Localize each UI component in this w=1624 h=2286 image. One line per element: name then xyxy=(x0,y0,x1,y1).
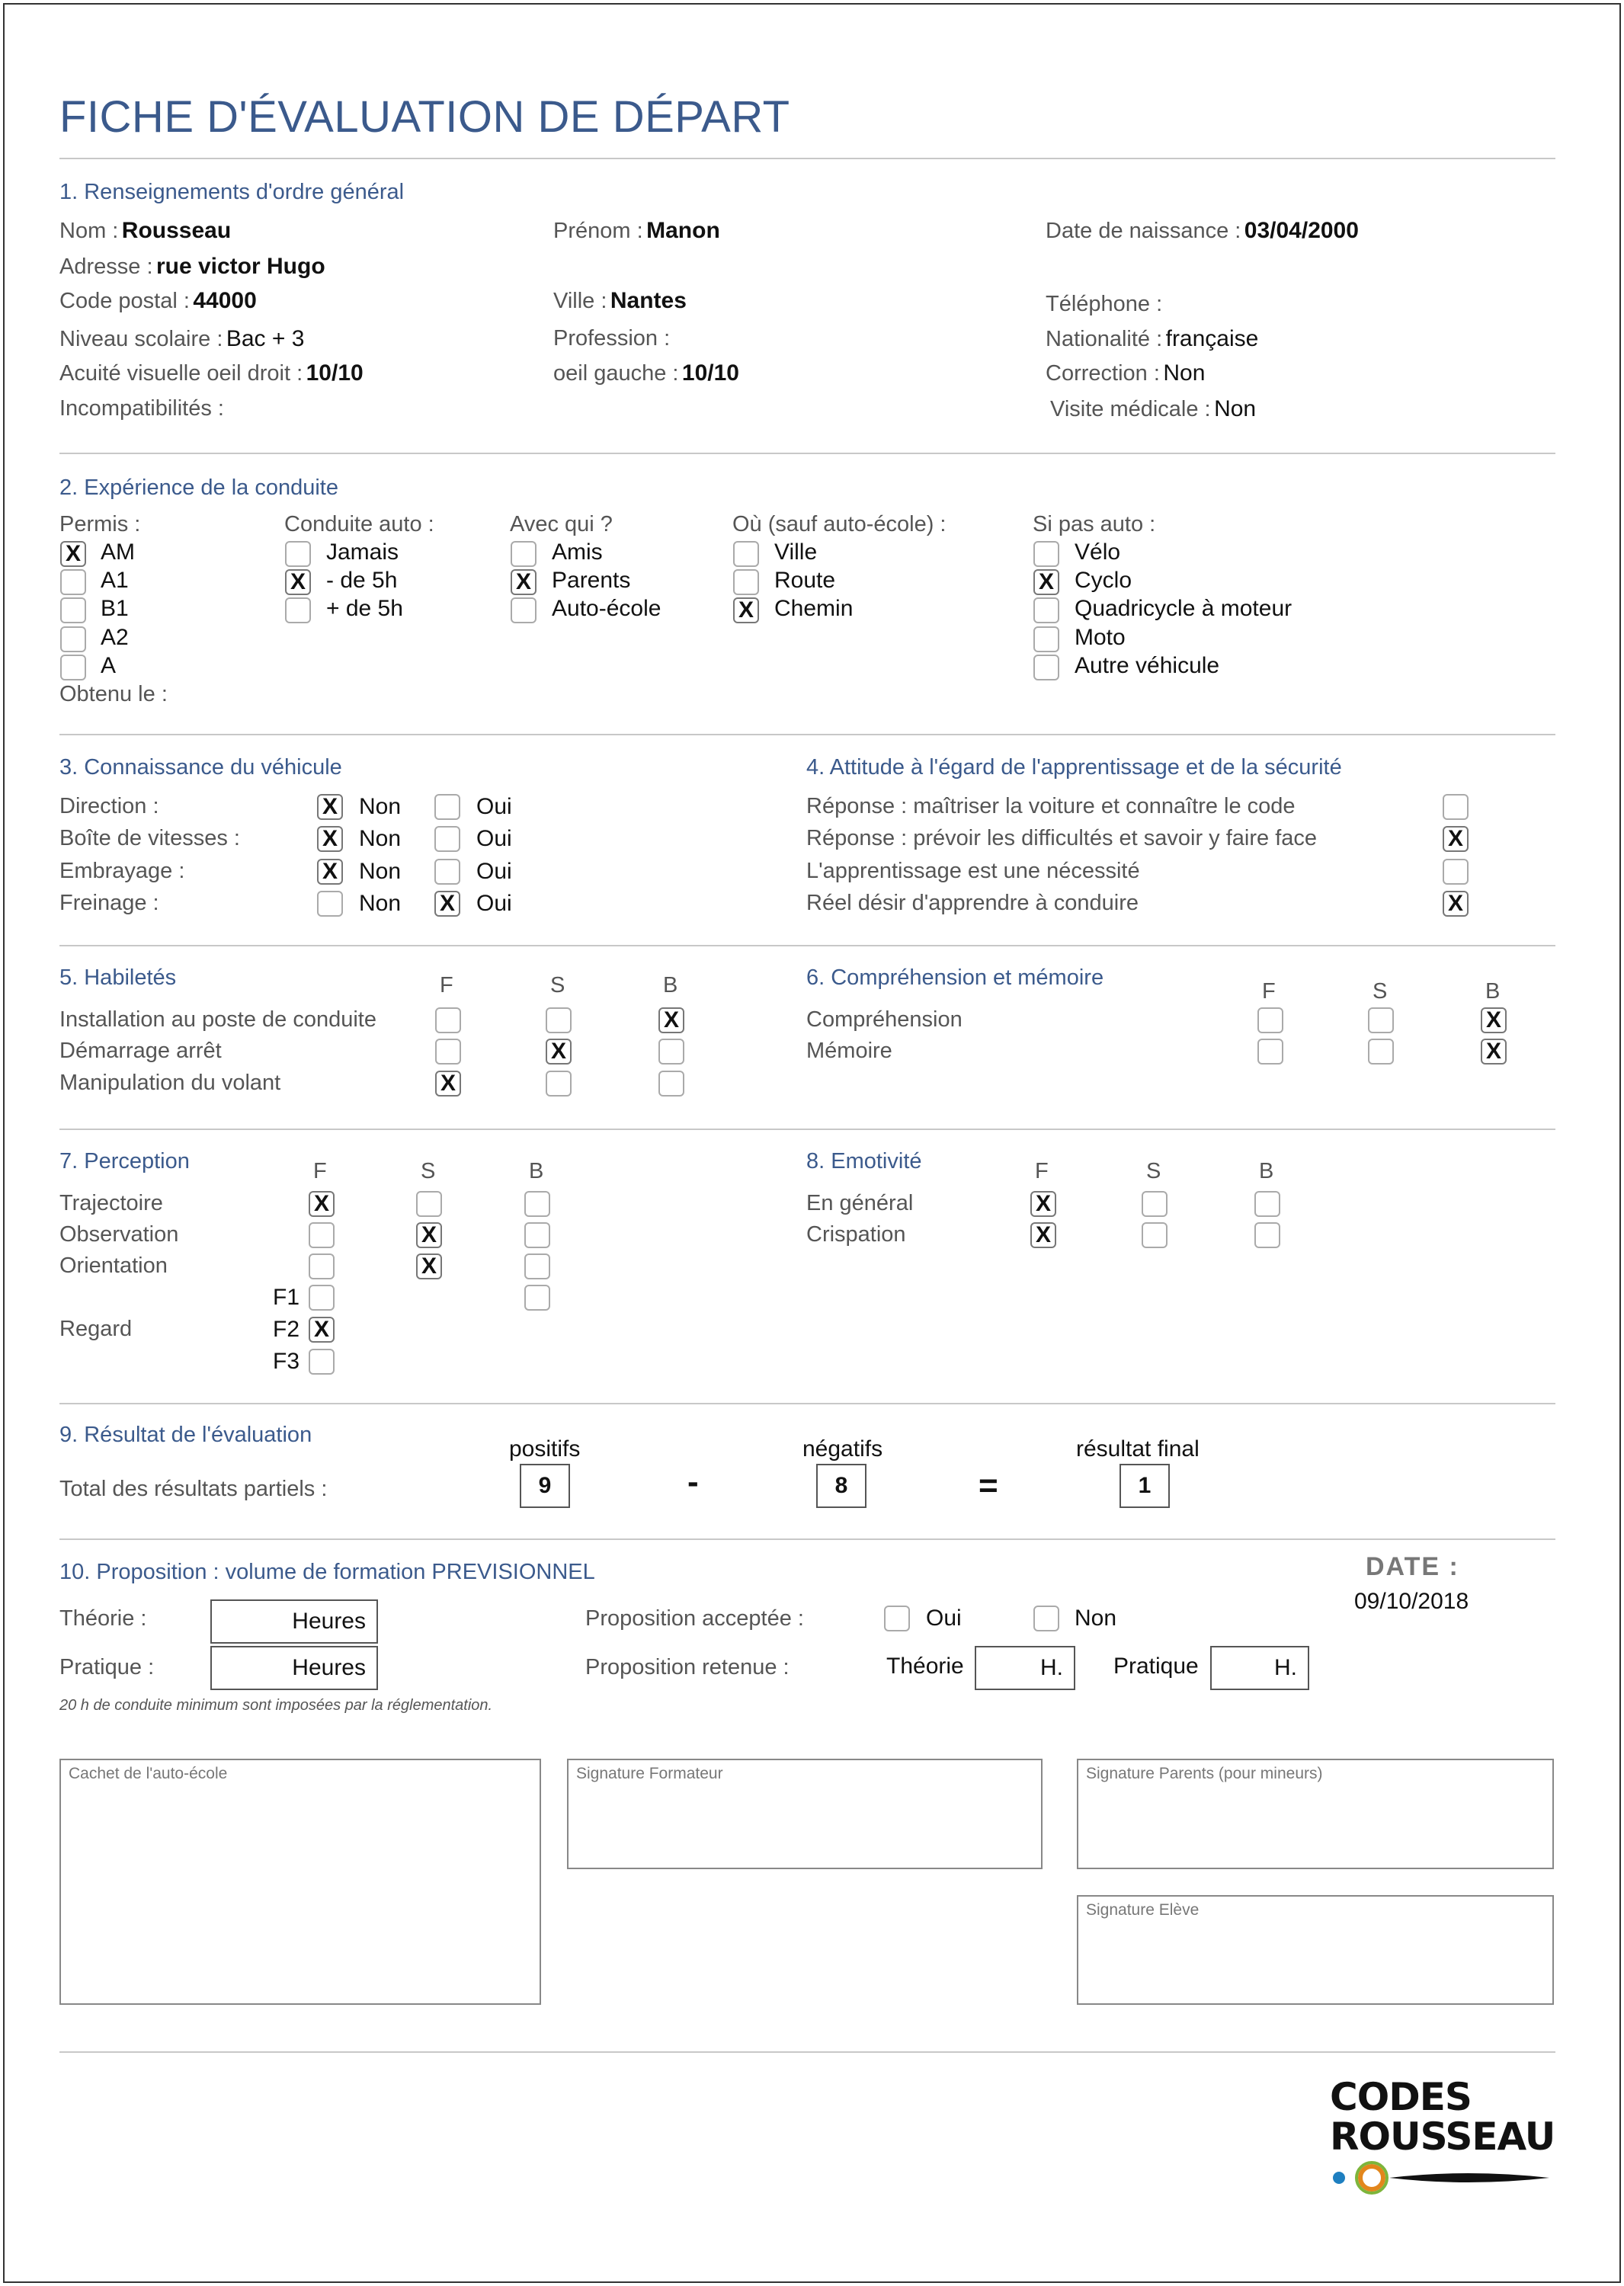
si-pas-auto-checkbox-3[interactable] xyxy=(1033,626,1059,652)
nationalite-value: française xyxy=(1165,326,1259,351)
equals-sign: = xyxy=(979,1467,998,1504)
section-2-title: 2. Expérience de la conduite xyxy=(59,475,338,500)
prenom-value: Manon xyxy=(646,218,720,243)
permis-checkbox-4[interactable] xyxy=(60,655,86,680)
habiletes-row-label: Démarrage arrêt xyxy=(59,1039,222,1063)
regard-label: Regard xyxy=(59,1317,133,1341)
acceptee-oui-checkbox[interactable] xyxy=(884,1606,910,1631)
section-9-title: 9. Résultat de l'évaluation xyxy=(59,1423,312,1447)
comprehension-checkbox-f[interactable] xyxy=(1257,1007,1283,1033)
acceptee-oui-label: Oui xyxy=(926,1606,962,1631)
proposition-retenue-label: Proposition retenue : xyxy=(585,1655,790,1679)
vehicle-item-label: Direction : xyxy=(59,794,159,818)
acuite-gauche-value: 10/10 xyxy=(681,360,739,386)
divider xyxy=(59,1129,1555,1130)
cachet-label: Cachet de l'auto-école xyxy=(69,1765,228,1782)
ou-option-2: Chemin xyxy=(774,596,854,621)
visite-value: Non xyxy=(1214,396,1257,421)
perception-checkbox-b[interactable] xyxy=(524,1191,550,1217)
habiletes-checkbox-b[interactable] xyxy=(658,1071,684,1097)
field-visite-medicale: Visite médicale : Non xyxy=(1050,396,1257,421)
ville-value: Nantes xyxy=(610,288,687,313)
non-label: Non xyxy=(359,891,402,916)
oui-checkbox[interactable] xyxy=(434,794,460,820)
emotivite-row-label: En général xyxy=(806,1191,914,1215)
non-label: Non xyxy=(359,859,402,884)
field-nom: Nom : Rousseau xyxy=(59,218,232,243)
comprehension-checkbox-s[interactable] xyxy=(1368,1039,1394,1065)
emotivite-col-s: S xyxy=(1146,1159,1161,1183)
si-pas-auto-checkbox-1[interactable]: X xyxy=(1033,569,1059,595)
conduite-auto-heading: Conduite auto : xyxy=(284,512,434,536)
field-acuite-droit: Acuité visuelle oeil droit : 10/10 xyxy=(59,360,364,386)
non-checkbox[interactable] xyxy=(317,891,343,917)
signature-parents-label: Signature Parents (pour mineurs) xyxy=(1086,1765,1323,1782)
divider xyxy=(59,2051,1555,2053)
retenue-pratique-label: Pratique xyxy=(1113,1654,1199,1679)
oui-checkbox[interactable]: X xyxy=(434,891,460,917)
habiletes-col-s: S xyxy=(550,973,565,997)
perception-checkbox-b[interactable] xyxy=(524,1253,550,1279)
f1-label: F1 xyxy=(273,1285,300,1310)
habiletes-row-label: Installation au poste de conduite xyxy=(59,1007,376,1032)
avec-qui-option-1: Parents xyxy=(552,568,631,593)
si-pas-auto-checkbox-4[interactable] xyxy=(1033,655,1059,680)
section-6-title: 6. Compréhension et mémoire xyxy=(806,965,1104,990)
perception-checkbox-s[interactable] xyxy=(416,1191,442,1217)
positifs-box: 9 xyxy=(520,1464,570,1508)
attitude-item-label: Réel désir d'apprendre à conduire xyxy=(806,891,1139,915)
field-correction: Correction : Non xyxy=(1046,360,1206,386)
date-label: DATE : xyxy=(1366,1552,1459,1581)
section-10-title: 10. Proposition : volume de formation PREVISIONNEL xyxy=(59,1560,595,1584)
habiletes-checkbox-s[interactable]: X xyxy=(546,1039,572,1065)
obtenu-le-label: Obtenu le : xyxy=(59,682,168,706)
attitude-checkbox[interactable] xyxy=(1443,859,1469,885)
comprehension-col-b: B xyxy=(1485,979,1501,1004)
conduite-auto-checkbox-1[interactable]: X xyxy=(285,569,311,595)
codes-rousseau-logo xyxy=(1330,2075,1555,2207)
perception-checkbox-f[interactable] xyxy=(309,1222,335,1248)
final-box: 1 xyxy=(1120,1464,1170,1508)
si-pas-auto-option-3: Moto xyxy=(1075,625,1126,650)
attitude-checkbox[interactable] xyxy=(1443,794,1469,820)
date-value: 09/10/2018 xyxy=(1354,1589,1469,1614)
minus-sign: - xyxy=(687,1463,699,1500)
correction-value: Non xyxy=(1163,360,1206,386)
non-checkbox[interactable]: X xyxy=(317,826,343,852)
field-acuite-gauche: oeil gauche : 10/10 xyxy=(553,360,739,386)
attitude-checkbox[interactable]: X xyxy=(1443,826,1469,852)
field-telephone: Téléphone : xyxy=(1046,292,1163,316)
habiletes-col-f: F xyxy=(440,973,453,997)
f2-checkbox[interactable]: X xyxy=(309,1317,335,1343)
dob-value: 03/04/2000 xyxy=(1244,218,1359,243)
section-5-title: 5. Habiletés xyxy=(59,965,177,990)
habiletes-checkbox-f[interactable]: X xyxy=(435,1071,461,1097)
f1-checkbox[interactable] xyxy=(309,1285,335,1311)
ou-checkbox-0[interactable] xyxy=(733,541,759,567)
permis-checkbox-1[interactable] xyxy=(60,569,86,595)
field-profession: Profession : xyxy=(553,326,671,351)
ou-option-0: Ville xyxy=(774,539,818,565)
logo-line-2: ROUSSEAU xyxy=(1330,2115,1555,2159)
final-label: résultat final xyxy=(1076,1436,1200,1462)
non-label: Non xyxy=(359,794,402,819)
f2-label: F2 xyxy=(273,1317,300,1342)
field-nationalite: Nationalité : française xyxy=(1046,326,1259,351)
divider xyxy=(59,453,1555,454)
ou-checkbox-2[interactable]: X xyxy=(733,597,759,623)
divider xyxy=(59,158,1555,159)
habiletes-col-b: B xyxy=(663,973,678,997)
perception-row-label: Observation xyxy=(59,1222,179,1247)
perception-row-label: Trajectoire xyxy=(59,1191,163,1215)
si-pas-auto-option-4: Autre véhicule xyxy=(1075,653,1220,678)
non-label: Non xyxy=(359,826,402,851)
perception-checkbox-f[interactable] xyxy=(309,1253,335,1279)
vehicle-item-label: Boîte de vitesses : xyxy=(59,826,240,850)
field-incompatibilites: Incompatibilités : xyxy=(59,396,224,421)
section-8-title: 8. Emotivité xyxy=(806,1149,922,1173)
attitude-item-label: Réponse : maîtriser la voiture et connaître le code xyxy=(806,794,1296,818)
section-3-title: 3. Connaissance du véhicule xyxy=(59,755,342,780)
signature-eleve-label: Signature Elève xyxy=(1086,1901,1200,1919)
si-pas-auto-option-0: Vélo xyxy=(1075,539,1121,565)
emotivite-checkbox-s[interactable] xyxy=(1142,1222,1168,1248)
conduite-auto-option-0: Jamais xyxy=(326,539,399,565)
negatifs-label: négatifs xyxy=(802,1436,883,1462)
perception-checkbox-s[interactable]: X xyxy=(416,1253,442,1279)
attitude-item-label: L'apprentissage est une nécessité xyxy=(806,859,1140,883)
positifs-label: positifs xyxy=(509,1436,581,1462)
vehicle-item-label: Freinage : xyxy=(59,891,159,915)
avec-qui-checkbox-2[interactable] xyxy=(511,597,537,623)
permis-option-2: B1 xyxy=(101,596,129,621)
conduite-auto-checkbox-2[interactable] xyxy=(285,597,311,623)
si-pas-auto-option-1: Cyclo xyxy=(1075,568,1132,593)
nom-value: Rousseau xyxy=(121,218,232,243)
logo-road-icon xyxy=(1330,2161,1551,2199)
oui-label: Oui xyxy=(476,826,512,851)
habiletes-checkbox-f[interactable] xyxy=(435,1007,461,1033)
habiletes-checkbox-s[interactable] xyxy=(546,1071,572,1097)
divider xyxy=(59,1403,1555,1404)
signature-eleve-box[interactable] xyxy=(1077,1895,1554,2005)
ou-option-1: Route xyxy=(774,568,836,593)
oui-label: Oui xyxy=(476,794,512,819)
non-checkbox[interactable]: X xyxy=(317,794,343,820)
conduite-auto-option-2: + de 5h xyxy=(326,596,403,621)
divider xyxy=(59,945,1555,946)
niveau-value: Bac + 3 xyxy=(226,326,305,351)
comprehension-checkbox-f[interactable] xyxy=(1257,1039,1283,1065)
acceptee-non-label: Non xyxy=(1075,1606,1117,1631)
retenue-pratique-field[interactable]: H. xyxy=(1210,1646,1309,1690)
permis-checkbox-0[interactable]: X xyxy=(60,541,86,567)
field-ville: Ville : Nantes xyxy=(553,288,687,313)
permis-option-1: A1 xyxy=(101,568,129,593)
si-pas-auto-option-2: Quadricycle à moteur xyxy=(1075,596,1292,621)
comprehension-row-label: Mémoire xyxy=(806,1039,892,1063)
permis-option-4: A xyxy=(101,653,117,678)
attitude-checkbox[interactable]: X xyxy=(1443,891,1469,917)
regulation-note: 20 h de conduite minimum sont imposées par la réglementation. xyxy=(59,1697,493,1714)
acceptee-non-checkbox[interactable] xyxy=(1033,1606,1059,1631)
emotivite-row-label: Crispation xyxy=(806,1222,906,1247)
emotivite-checkbox-f[interactable]: X xyxy=(1030,1191,1056,1217)
retenue-theorie-field[interactable]: H. xyxy=(975,1646,1075,1690)
section-7-title: 7. Perception xyxy=(59,1149,190,1173)
field-date-naissance: Date de naissance : 03/04/2000 xyxy=(1046,218,1359,243)
logo-line-1: CODES xyxy=(1330,2075,1472,2119)
perception-checkbox-f[interactable]: X xyxy=(309,1191,335,1217)
habiletes-checkbox-b[interactable]: X xyxy=(658,1007,684,1033)
habiletes-checkbox-f[interactable] xyxy=(435,1039,461,1065)
ou-checkbox-1[interactable] xyxy=(733,569,759,595)
f3-checkbox[interactable] xyxy=(309,1349,335,1375)
avec-qui-checkbox-0[interactable] xyxy=(511,541,537,567)
attitude-item-label: Réponse : prévoir les difficultés et savoir y faire face xyxy=(806,826,1318,850)
total-label: Total des résultats partiels : xyxy=(59,1477,328,1501)
comprehension-checkbox-b[interactable]: X xyxy=(1481,1039,1507,1065)
perception-checkbox-s[interactable]: X xyxy=(416,1222,442,1248)
adresse-value: rue victor Hugo xyxy=(155,254,325,279)
avec-qui-option-2: Auto-école xyxy=(552,596,661,621)
ou-heading: Où (sauf auto-école) : xyxy=(732,512,947,536)
emotivite-col-f: F xyxy=(1035,1159,1049,1183)
comprehension-checkbox-b[interactable]: X xyxy=(1481,1007,1507,1033)
avec-qui-checkbox-1[interactable]: X xyxy=(511,569,537,595)
divider xyxy=(59,1538,1555,1540)
oui-checkbox[interactable] xyxy=(434,826,460,852)
emotivite-checkbox-b[interactable] xyxy=(1254,1191,1280,1217)
field-prenom: Prénom : Manon xyxy=(553,218,720,243)
perception-row-label: Orientation xyxy=(59,1253,168,1278)
comprehension-col-s: S xyxy=(1373,979,1388,1004)
conduite-auto-checkbox-0[interactable] xyxy=(285,541,311,567)
oui-label: Oui xyxy=(476,891,512,916)
signature-parents-box[interactable] xyxy=(1077,1759,1554,1869)
comprehension-checkbox-s[interactable] xyxy=(1368,1007,1394,1033)
cp-value: 44000 xyxy=(193,288,257,313)
proposition-acceptee-label: Proposition acceptée : xyxy=(585,1606,804,1631)
page-title: FICHE D'ÉVALUATION DE DÉPART xyxy=(59,92,790,142)
oui-checkbox[interactable] xyxy=(434,859,460,885)
non-checkbox[interactable]: X xyxy=(317,859,343,885)
si-pas-auto-heading: Si pas auto : xyxy=(1033,512,1156,536)
habiletes-checkbox-s[interactable] xyxy=(546,1007,572,1033)
permis-heading: Permis : xyxy=(59,512,141,536)
perception-extra-checkbox[interactable] xyxy=(524,1285,550,1311)
emotivite-checkbox-s[interactable] xyxy=(1142,1191,1168,1217)
permis-option-3: A2 xyxy=(101,625,129,650)
field-niveau: Niveau scolaire : Bac + 3 xyxy=(59,326,305,351)
negatifs-box: 8 xyxy=(816,1464,866,1508)
perception-col-s: S xyxy=(421,1159,436,1183)
divider xyxy=(59,734,1555,735)
si-pas-auto-checkbox-0[interactable] xyxy=(1033,541,1059,567)
section-4-title: 4. Attitude à l'égard de l'apprentissage et de la sécurité xyxy=(806,755,1342,780)
cachet-box[interactable] xyxy=(59,1759,541,2005)
emotivite-col-b: B xyxy=(1259,1159,1274,1183)
perception-col-b: B xyxy=(529,1159,544,1183)
si-pas-auto-checkbox-2[interactable] xyxy=(1033,597,1059,623)
avec-qui-option-0: Amis xyxy=(552,539,603,565)
habiletes-row-label: Manipulation du volant xyxy=(59,1071,281,1095)
oui-label: Oui xyxy=(476,859,512,884)
acuite-droit-value: 10/10 xyxy=(306,360,364,386)
perception-checkbox-b[interactable] xyxy=(524,1222,550,1248)
habiletes-checkbox-b[interactable] xyxy=(658,1039,684,1065)
pratique-hours-field[interactable]: Heures xyxy=(210,1646,378,1690)
emotivite-checkbox-b[interactable] xyxy=(1254,1222,1280,1248)
theorie-hours-field[interactable]: Heures xyxy=(210,1599,378,1644)
perception-col-f: F xyxy=(313,1159,327,1183)
signature-formateur-label: Signature Formateur xyxy=(576,1765,723,1782)
permis-checkbox-3[interactable] xyxy=(60,626,86,652)
pratique-label: Pratique : xyxy=(59,1655,155,1679)
signature-formateur-box[interactable] xyxy=(567,1759,1043,1869)
field-adresse: Adresse : rue victor Hugo xyxy=(59,254,325,279)
comprehension-row-label: Compréhension xyxy=(806,1007,963,1032)
conduite-auto-option-1: - de 5h xyxy=(326,568,398,593)
vehicle-item-label: Embrayage : xyxy=(59,859,185,883)
permis-checkbox-2[interactable] xyxy=(60,597,86,623)
emotivite-checkbox-f[interactable]: X xyxy=(1030,1222,1056,1248)
f3-label: F3 xyxy=(273,1349,300,1374)
permis-option-0: AM xyxy=(101,539,135,565)
field-code-postal: Code postal : 44000 xyxy=(59,288,257,313)
theorie-label: Théorie : xyxy=(59,1606,147,1631)
avec-qui-heading: Avec qui ? xyxy=(510,512,613,536)
retenue-theorie-label: Théorie xyxy=(886,1654,964,1679)
section-1-title: 1. Renseignements d'ordre général xyxy=(59,180,405,204)
comprehension-col-f: F xyxy=(1262,979,1276,1004)
